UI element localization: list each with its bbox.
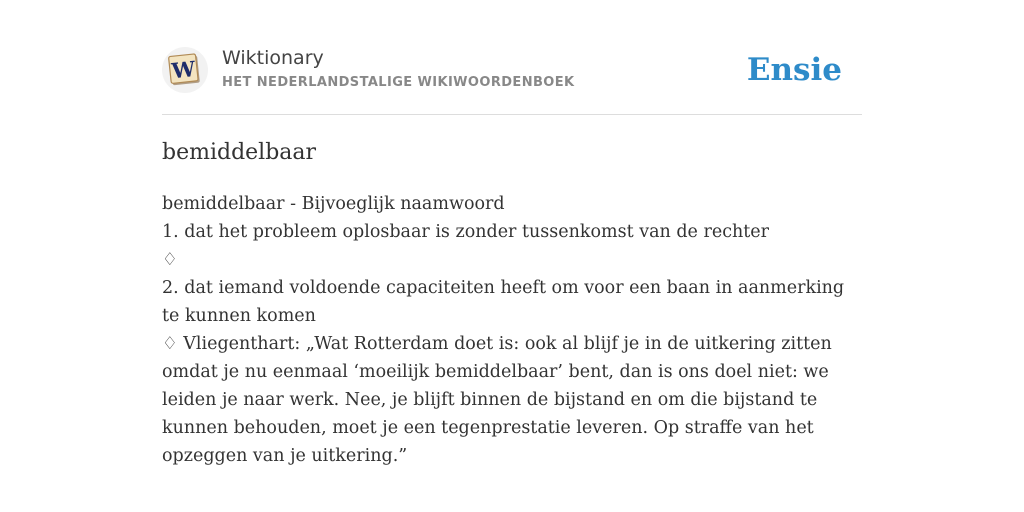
svg-text:W: W [170, 55, 197, 84]
page-title: bemiddelbaar [162, 140, 317, 165]
example-1: ♢ [162, 250, 178, 270]
example-2: ♢ Vliegenthart: „Wat Rotterdam doet is: ook al blijf je in de uitkering zitten omdat je nu eenmaal ‘moeilijk bemiddelbaar’ bent, dan is ons doel niet: we leiden je naar werk. Nee, je blijft binnen de bijstand en om die bijstand te kunnen behouden, moet je een tegenprestatie leveren. Op straffe van het opzeggen van je uitkering.” [162, 334, 832, 466]
ensie-brand-logo[interactable]: Ensie [746, 52, 842, 88]
site-name[interactable]: Wiktionary [222, 47, 324, 69]
entry-content [162, 190, 862, 470]
definition-2: 2. dat iemand voldoende capaciteiten heeft om voor een baan in aanmerking te kunnen komen [162, 278, 845, 326]
part-of-speech-line: bemiddelbaar - Bijvoeglijk naamwoord [162, 194, 505, 214]
site-subtitle: HET NEDERLANDSTALIGE WIKIWOORDENBOEK [222, 75, 575, 90]
logo-graphic [162, 47, 208, 93]
site-header [162, 40, 862, 115]
definition-1: 1. dat het probleem oplosbaar is zonder tussenkomst van de rechter [162, 222, 770, 242]
wiktionary-logo-icon[interactable] [162, 47, 208, 93]
